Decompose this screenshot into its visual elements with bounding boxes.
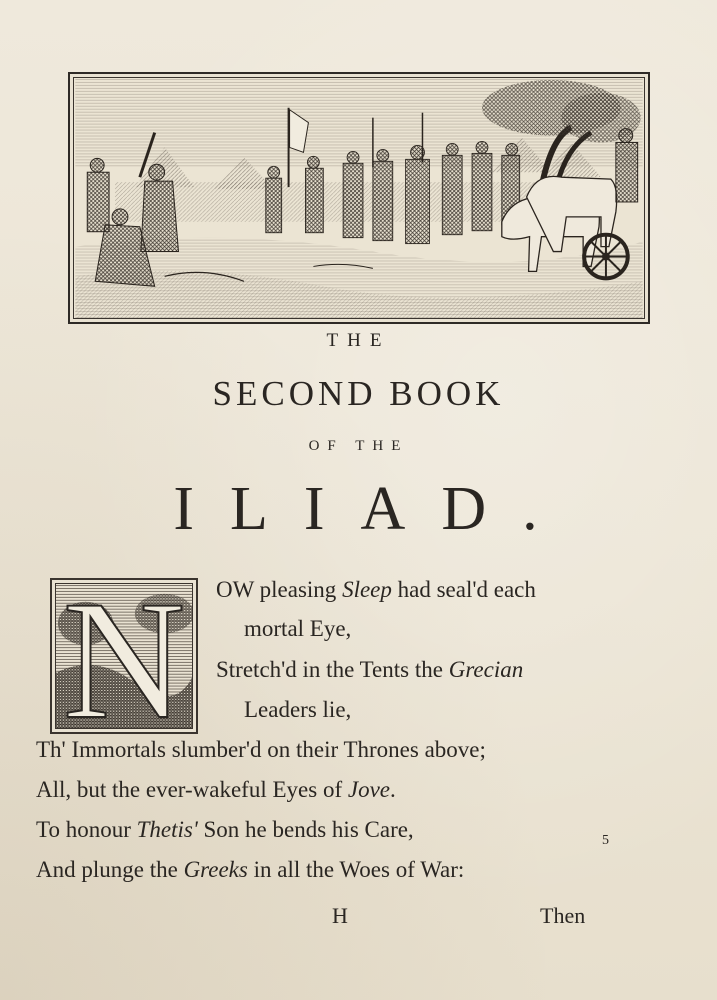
drop-cap-letter: N [62, 566, 186, 754]
verse-line-5: Th' Immortals slumber'd on their Thrones above; [36, 737, 486, 762]
title-the: THE [326, 330, 391, 351]
catchword: Then [540, 903, 586, 928]
italic-word: Grecian [448, 657, 524, 682]
italic-word: Jove [347, 777, 390, 802]
verse-line-1: OW pleasing Sleep had seal'd each [216, 577, 536, 602]
signature-mark: H [332, 903, 348, 928]
headpiece-engraving [68, 72, 650, 324]
title-second-book: SECOND BOOK [212, 374, 505, 413]
engraving-illustration [73, 77, 645, 319]
margin-line-number: 5 [602, 833, 609, 848]
verse-line-8: And plunge the Greeks in all the Woes of War: [36, 857, 465, 882]
italic-word: Sleep [342, 577, 392, 602]
verse-line-6: All, but the ever-wakeful Eyes of Jove. [36, 777, 396, 802]
verse-line-3: Stretch'd in the Tents the Grecian [216, 657, 524, 682]
verse-line-7: To honour Thetis' Son he bends his Care, [36, 817, 414, 842]
drop-cap-initial [50, 566, 198, 754]
verse-line-4: Leaders lie, [244, 697, 352, 722]
verse-line-2: mortal Eye, [244, 616, 352, 641]
italic-word: Greeks [183, 857, 248, 882]
title-iliad: ILIAD. [173, 475, 574, 543]
title-of-the: OF THE [308, 438, 409, 454]
italic-word: Thetis' [136, 817, 198, 842]
